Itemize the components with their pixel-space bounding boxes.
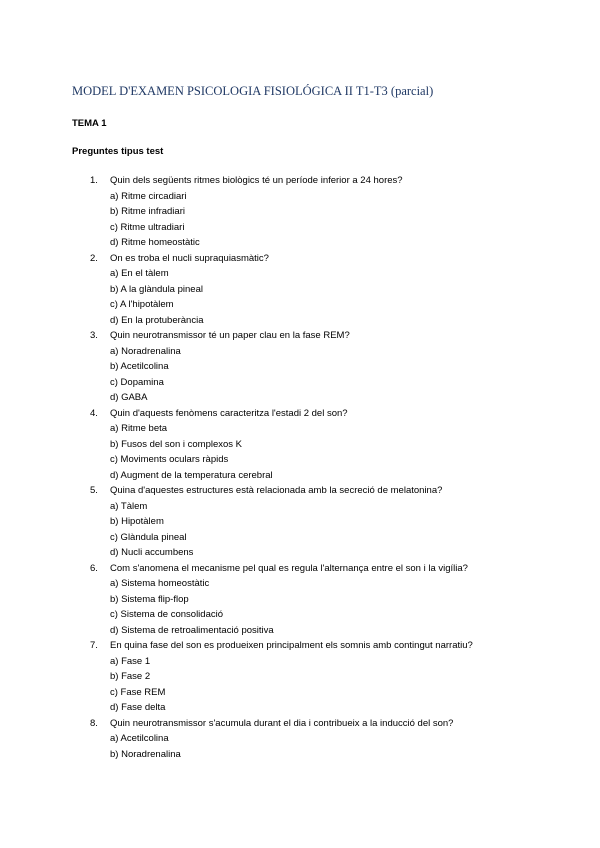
- section-heading: TEMA 1: [72, 118, 107, 129]
- question-number: 6.: [90, 562, 98, 574]
- question-item: [90, 561, 530, 639]
- answer-option: d) Augment de la temperatura cerebral: [110, 469, 273, 481]
- answer-option: c) Dopamina: [110, 376, 164, 388]
- answer-option: a) Tàlem: [110, 500, 148, 512]
- question-number: 3.: [90, 330, 98, 341]
- answer-option: b) Ritme infradiari: [110, 206, 185, 217]
- answer-option: c) Sistema de consolidació: [110, 609, 223, 620]
- answer-options: [90, 266, 530, 328]
- question-number: 8.: [90, 717, 98, 729]
- answer-option: c) A l'hipotàlem: [110, 299, 174, 310]
- answer-options: [90, 654, 530, 716]
- answer-option: b) Fusos del son i complexos K: [110, 438, 243, 450]
- answer-option: a) Noradrenalina: [110, 345, 181, 357]
- question-text: Quin neurotransmissor té un paper clau en la fase REM?: [110, 330, 350, 341]
- question-line: [90, 483, 530, 499]
- question-line: [90, 561, 530, 577]
- question-item: [90, 638, 530, 716]
- question-number: 7.: [90, 640, 98, 651]
- question-text: Quina d'aquestes estructures està relacionada amb la secreció de melatonina?: [110, 485, 443, 496]
- answer-option: c) Moviments oculars ràpids: [110, 454, 229, 465]
- question-line: [90, 173, 530, 189]
- question-text: Quin neurotransmissor s'acumula durant el dia i contribueix a la inducció del son?: [110, 717, 454, 729]
- answer-option: d) Fase delta: [110, 702, 166, 713]
- question-line: [90, 638, 530, 654]
- answer-option: b) Acetilcolina: [110, 361, 169, 372]
- answer-option: b) Sistema flip-flop: [110, 593, 189, 605]
- document-title: MODEL D'EXAMEN PSICOLOGIA FISIOLÓGICA II T1-T3 (parcial): [72, 84, 434, 98]
- answer-option: d) Sistema de retroalimentació positiva: [110, 624, 274, 636]
- question-line: [90, 328, 530, 344]
- answer-options: [90, 731, 530, 762]
- answer-option: a) Fase 1: [110, 655, 151, 667]
- question-item: [90, 483, 530, 561]
- question-text: Com s'anomena el mecanisme pel qual es regula l'alternança entre el son i la vigília?: [110, 562, 468, 574]
- question-text: Quin d'aquests fenòmens caracteritza l'estadi 2 del son?: [110, 407, 348, 419]
- question-text: En quina fase del son es produeixen principalment els somnis amb contingut narratiu?: [110, 640, 473, 651]
- question-line: [90, 251, 530, 267]
- answer-option: d) GABA: [110, 392, 148, 403]
- answer-option: a) En el tàlem: [110, 268, 169, 279]
- answer-option: b) Fase 2: [110, 671, 151, 682]
- answer-option: d) Nucli accumbens: [110, 547, 194, 558]
- questions-subheading: Preguntes tipus test: [72, 146, 164, 157]
- answer-option: a) Ritme beta: [110, 423, 168, 434]
- answer-options: [90, 189, 530, 251]
- answer-option: a) Ritme circadiari: [110, 190, 187, 202]
- question-item: [90, 716, 530, 763]
- question-line: [90, 716, 530, 732]
- question-item: [90, 328, 530, 406]
- answer-option: d) En la protuberància: [110, 314, 204, 326]
- question-text: Quin dels següents ritmes biològics té un període inferior a 24 hores?: [110, 175, 403, 186]
- answer-option: c) Fase REM: [110, 686, 166, 698]
- answer-option: b) Noradrenalina: [110, 748, 181, 760]
- answer-options: [90, 576, 530, 638]
- question-number: 2.: [90, 252, 98, 264]
- answer-option: c) Ritme ultradiari: [110, 221, 185, 233]
- answer-options: [90, 421, 530, 483]
- question-text: On es troba el nucli supraquiasmàtic?: [110, 252, 269, 264]
- question-number: 4.: [90, 407, 98, 419]
- answer-options: [90, 344, 530, 406]
- question-item: [90, 251, 530, 329]
- answer-option: c) Glàndula pineal: [110, 531, 187, 543]
- answer-option: a) Acetilcolina: [110, 733, 169, 744]
- answer-option: b) Hipotàlem: [110, 516, 164, 527]
- question-list: [90, 173, 530, 762]
- question-number: 5.: [90, 485, 98, 496]
- answer-option: a) Sistema homeostàtic: [110, 578, 210, 589]
- question-item: [90, 173, 530, 251]
- question-item: [90, 406, 530, 484]
- answer-option: b) A la glàndula pineal: [110, 283, 203, 295]
- question-line: [90, 406, 530, 422]
- answer-option: d) Ritme homeostàtic: [110, 237, 200, 248]
- question-number: 1.: [90, 175, 98, 186]
- answer-options: [90, 499, 530, 561]
